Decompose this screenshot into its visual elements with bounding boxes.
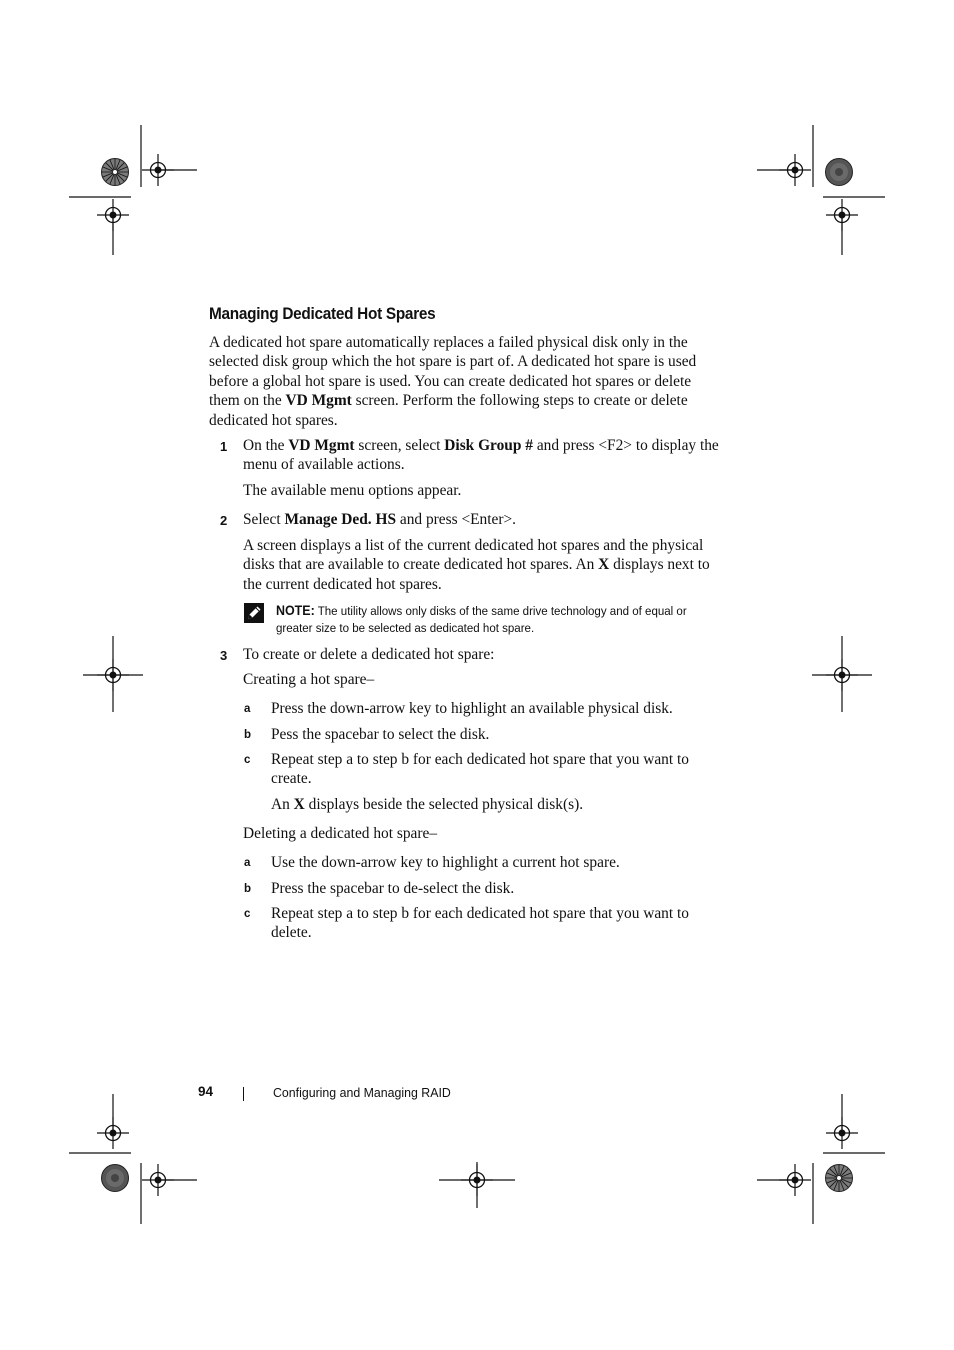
- step-number: 2: [220, 513, 228, 528]
- step-1-text: On the VD Mgmt screen, select Disk Group # and press <F2> to display the menu of available actions.: [243, 437, 719, 474]
- intro-bold-vd-mgmt: VD Mgmt: [285, 392, 352, 410]
- substep-letter: b: [244, 729, 252, 741]
- creating-result: An X displays beside the selected physical disk(s).: [271, 796, 584, 813]
- substep-letter: b: [244, 883, 252, 895]
- step-3-text: To create or delete a dedicated hot spare:: [243, 646, 495, 663]
- section-heading: Managing Dedicated Hot Spares: [209, 305, 436, 323]
- substep-letter: a: [244, 703, 251, 715]
- deleting-substep-b: Press the spacebar to de-select the disk.: [271, 880, 515, 897]
- step-number: 1: [220, 439, 228, 454]
- note-pencil-icon: [244, 603, 264, 623]
- note-text: NOTE: The utility allows only disks of the same drive technology and of equal or greater size to be selected as dedicated hot spare.: [276, 603, 687, 635]
- deleting-substep-a: Use the down-arrow key to highlight a current hot spare.: [271, 854, 620, 871]
- deleting-title: Deleting a dedicated hot spare–: [243, 825, 438, 842]
- step-1-result: The available menu options appear.: [243, 482, 462, 499]
- intro-text-1: A dedicated hot spare automatically replaces a failed physical disk only in the selected disk group which the hot spare is part of. A dedicated hot spare is used before a global hot spare is used. You can create dedicated hot spares or delete them on the: [209, 334, 697, 410]
- creating-title: Creating a hot spare–: [243, 671, 375, 688]
- intro-text-2: screen. Perform the following steps to create or delete dedicated hot spares.: [209, 392, 688, 429]
- footer-section-title: Configuring and Managing RAID: [273, 1085, 451, 1100]
- substep-letter: a: [244, 857, 251, 869]
- deleting-substep-c: Repeat step a to step b for each dedicated hot spare that you want to delete.: [271, 905, 689, 942]
- note-label: NOTE:: [276, 603, 315, 618]
- step-2-text: Select Manage Ded. HS and press <Enter>.: [243, 511, 516, 528]
- creating-substep-b: Pess the spacebar to select the disk.: [271, 726, 490, 743]
- intro-paragraph: [209, 333, 724, 430]
- creating-substep-c: Repeat step a to step b for each dedicated hot spare that you want to create.: [271, 751, 689, 788]
- substep-letter: c: [244, 754, 251, 766]
- footer-divider: [243, 1087, 244, 1101]
- creating-substep-a: Press the down-arrow key to highlight an available physical disk.: [271, 700, 673, 717]
- step-2-result: A screen displays a list of the current dedicated hot spares and the physical disks that are available to create dedicated hot spares. An X displays next to the current dedicated hot spares.: [243, 537, 710, 593]
- substep-letter: c: [244, 908, 251, 920]
- page-number: 94: [198, 1084, 214, 1099]
- step-number: 3: [220, 648, 228, 663]
